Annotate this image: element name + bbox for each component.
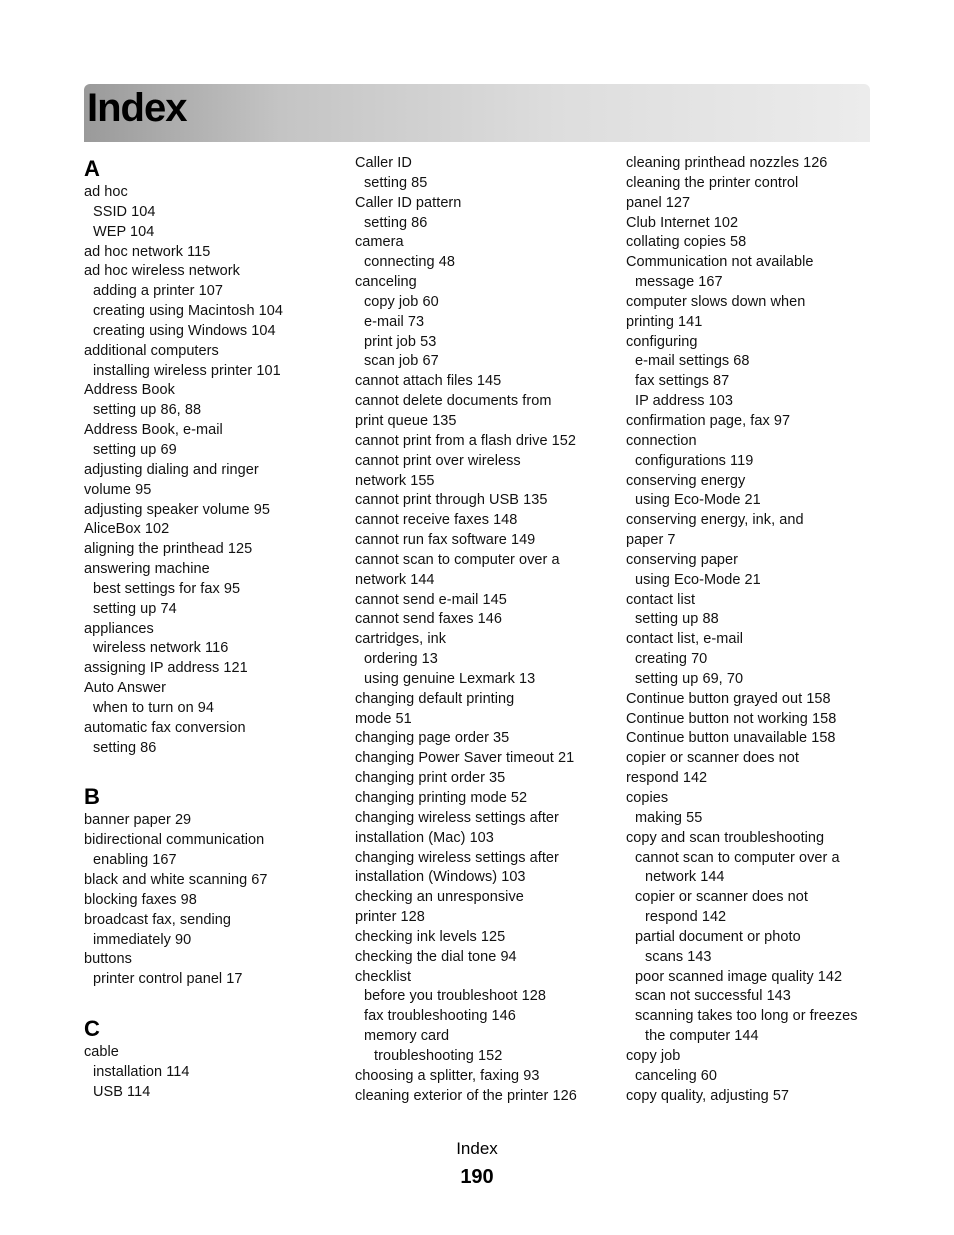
index-entry: black and white scanning 67	[84, 872, 268, 888]
index-subentry: setting up 69, 70	[635, 670, 744, 687]
index-subentry: cannot scan to computer over a	[635, 849, 840, 866]
index-entry: configuring	[626, 333, 698, 350]
index-entry: contact list	[626, 591, 696, 608]
index-entry: copy job	[626, 1047, 681, 1064]
index-subentry: scanning takes too long or freezes	[635, 1008, 858, 1025]
index-subentry: copier or scanner does not	[635, 889, 808, 906]
index-subentry: enabling 167	[93, 852, 177, 869]
index-entry: answering machine	[84, 561, 210, 578]
index-entry: Address Book	[84, 382, 175, 399]
index-entry: Caller ID	[355, 155, 412, 171]
index-entry: Address Book, e-mail	[84, 422, 223, 439]
index-entry: printing 141	[626, 313, 703, 330]
index-subentry: respond 142	[645, 909, 727, 926]
index-entry: banner paper 29	[84, 812, 192, 829]
index-entry: respond 142	[626, 770, 708, 787]
index-entry: panel 127	[626, 194, 691, 211]
index-subentry: configurations 119	[635, 452, 754, 469]
index-subentry: using Eco-Mode 21	[635, 571, 761, 588]
index-subentry: using genuine Lexmark 13	[364, 670, 536, 687]
index-entry: blocking faxes 98	[84, 891, 197, 908]
index-subentry: e-mail 73	[364, 313, 425, 330]
index-entry: Auto Answer	[84, 680, 166, 697]
index-entry: changing wireless settings after	[355, 809, 559, 826]
index-entry: copies	[626, 790, 669, 806]
index-entry: collating copies 58	[626, 234, 747, 251]
index-entry: connection	[626, 432, 697, 449]
index-entry: changing print order 35	[355, 770, 506, 787]
index-entry: computer slows down when	[626, 293, 806, 310]
index-entry: automatic fax conversion	[84, 719, 246, 736]
index-entry: Caller ID pattern	[355, 194, 462, 211]
index-entry: choosing a splitter, faxing 93	[355, 1067, 540, 1084]
index-entry: cannot send e-mail 145	[355, 591, 507, 608]
index-entry: broadcast fax, sending	[84, 911, 231, 928]
index-subentry: setting 86	[93, 739, 157, 756]
page-number: 190	[460, 1166, 494, 1188]
index-entry: cannot print through USB 135	[355, 492, 548, 509]
index-subentry: troubleshooting 152	[374, 1047, 503, 1064]
index-subentry: setting up 69	[93, 441, 177, 458]
index-entry: checking the dial tone 94	[355, 948, 517, 965]
index-entry: checking ink levels 125	[355, 928, 506, 945]
index-entry: canceling	[355, 274, 417, 291]
index-entry: ad hoc wireless network	[84, 263, 240, 280]
index-entry: cleaning exterior of the printer 126	[355, 1087, 577, 1104]
index-entry: cannot print over wireless	[355, 452, 521, 469]
footer-section-label: Index	[456, 1139, 498, 1158]
index-subentry: installation 114	[93, 1063, 190, 1080]
index-subentry: scans 143	[645, 948, 712, 965]
index-entry: ad hoc	[84, 184, 128, 200]
index-entry: conserving energy, ink, and	[626, 512, 804, 529]
index-entry: cannot attach files 145	[355, 373, 502, 390]
section-spacer	[84, 990, 346, 1014]
index-entry: copy quality, adjusting 57	[626, 1087, 790, 1104]
index-entry: AliceBox 102	[84, 521, 170, 538]
index-subentry: creating using Macintosh 104	[93, 303, 284, 320]
page-title: Index	[87, 86, 187, 130]
index-subentry: creating using Windows 104	[93, 322, 276, 339]
index-entry: bidirectional communication	[84, 832, 265, 849]
index-column-1	[84, 154, 346, 1103]
index-subentry: fax troubleshooting 146	[364, 1008, 516, 1025]
index-entry: checklist	[355, 968, 412, 985]
index-entry: changing wireless settings after	[355, 849, 559, 866]
index-entry: installation (Windows) 103	[355, 869, 526, 886]
index-column-2	[355, 154, 617, 1107]
index-subentry: poor scanned image quality 142	[635, 968, 843, 985]
index-entry: cannot print from a flash drive 152	[355, 432, 576, 449]
index-subentry: WEP 104	[93, 223, 155, 240]
index-subentry: fax settings 87	[635, 373, 730, 390]
index-subentry: scan job 67	[364, 353, 439, 370]
index-entry: adjusting dialing and ringer	[84, 461, 259, 478]
index-subentry: memory card	[364, 1028, 450, 1045]
index-subentry: setting 86	[364, 214, 428, 231]
index-subentry: canceling 60	[635, 1067, 718, 1084]
index-entry: cleaning printhead nozzles 126	[626, 155, 828, 171]
index-subentry: adding a printer 107	[93, 283, 223, 300]
index-subentry: installing wireless printer 101	[93, 362, 281, 379]
index-entry: cannot run fax software 149	[355, 532, 536, 549]
index-entry: copy and scan troubleshooting	[626, 829, 825, 846]
index-subentry: when to turn on 94	[93, 699, 215, 716]
title-banner	[84, 84, 870, 142]
section-letter-c: C	[84, 1016, 100, 1042]
index-subentry: USB 114	[93, 1083, 151, 1100]
index-subentry: connecting 48	[364, 254, 455, 271]
index-subentry: the computer 144	[645, 1028, 759, 1045]
index-entry: print queue 135	[355, 412, 457, 429]
index-subentry: message 167	[635, 274, 723, 291]
index-entry: mode 51	[355, 710, 412, 727]
index-entry: cannot receive faxes 148	[355, 512, 518, 529]
index-entry: cannot delete documents from	[355, 393, 552, 410]
index-subentry: immediately 90	[93, 931, 192, 948]
index-entry: installation (Mac) 103	[355, 829, 494, 846]
index-subentry: creating 70	[635, 651, 708, 668]
index-entry: cleaning the printer control	[626, 174, 799, 191]
index-entry: confirmation page, fax 97	[626, 412, 791, 429]
index-subentry: setting up 74	[93, 600, 177, 617]
index-subentry: wireless network 116	[93, 640, 229, 657]
index-subentry: scan not successful 143	[635, 988, 791, 1005]
index-entry: aligning the printhead 125	[84, 541, 253, 558]
index-entry: buttons	[84, 951, 132, 968]
index-entry: Continue button grayed out 158	[626, 690, 831, 707]
index-subentry: ordering 13	[364, 651, 438, 668]
index-entry: paper 7	[626, 532, 676, 549]
index-entry: checking an unresponsive	[355, 889, 524, 906]
index-entry: changing Power Saver timeout 21	[355, 750, 575, 767]
index-entry: Continue button unavailable 158	[626, 730, 836, 747]
index-subentry: setting 85	[364, 174, 428, 191]
index-subentry: before you troubleshoot 128	[364, 988, 546, 1005]
index-subentry: best settings for fax 95	[93, 580, 241, 597]
index-subentry: SSID 104	[93, 203, 156, 220]
index-subentry: network 144	[645, 869, 725, 886]
index-entry: Communication not available	[626, 254, 814, 271]
index-entry: conserving paper	[626, 551, 739, 568]
index-entry: ad hoc network 115	[84, 243, 211, 260]
index-entry: Club Internet 102	[626, 214, 739, 231]
index-subentry: setting up 88	[635, 611, 719, 628]
index-entry: cable	[84, 1044, 119, 1061]
index-entry: printer 128	[355, 909, 425, 926]
index-column-3	[626, 154, 876, 1107]
index-entry: appliances	[84, 620, 154, 637]
index-entry: cannot send faxes 146	[355, 611, 502, 628]
index-entry: changing default printing	[355, 690, 515, 707]
index-entry: Continue button not working 158	[626, 710, 837, 727]
index-entry: adjusting speaker volume 95	[84, 501, 270, 518]
index-subentry: copy job 60	[364, 293, 439, 310]
index-entry: changing page order 35	[355, 730, 510, 747]
section-letter-b: B	[84, 784, 100, 810]
index-subentry: print job 53	[364, 333, 437, 350]
index-subentry: using Eco-Mode 21	[635, 492, 761, 509]
index-entry: volume 95	[84, 481, 152, 498]
section-letter-a: A	[84, 156, 100, 181]
index-entry: camera	[355, 234, 404, 251]
index-entry: assigning IP address 121	[84, 660, 248, 677]
index-entry: cartridges, ink	[355, 631, 447, 648]
index-entry: network 144	[355, 571, 435, 588]
index-entry: network 155	[355, 472, 435, 489]
index-entry: changing printing mode 52	[355, 790, 528, 806]
index-entry: cannot scan to computer over a	[355, 551, 560, 568]
index-entry: copier or scanner does not	[626, 750, 799, 767]
index-subentry: printer control panel 17	[93, 971, 243, 988]
index-subentry: setting up 86, 88	[93, 402, 202, 419]
index-entry: contact list, e-mail	[626, 631, 744, 648]
index-subentry: making 55	[635, 809, 703, 826]
index-subentry: IP address 103	[635, 393, 733, 410]
index-subentry: partial document or photo	[635, 928, 801, 945]
index-subentry: e-mail settings 68	[635, 353, 750, 370]
section-spacer	[84, 758, 346, 782]
index-entry: conserving energy	[626, 472, 746, 489]
index-entry: additional computers	[84, 342, 219, 359]
